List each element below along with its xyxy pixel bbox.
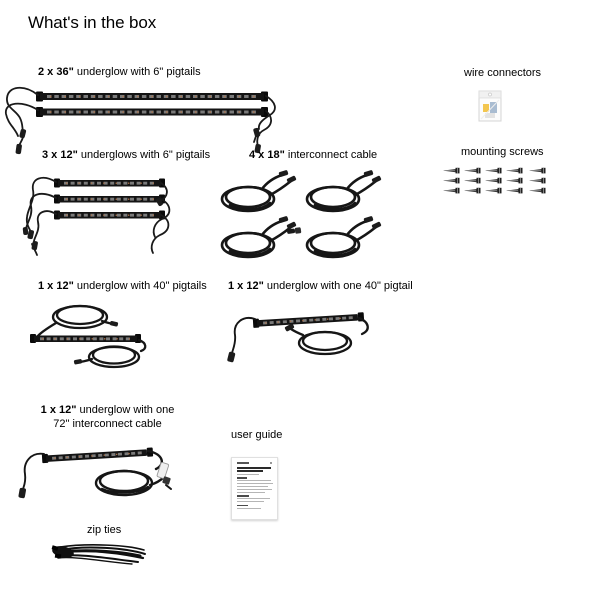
underglow-12-one-40-image xyxy=(225,293,380,373)
label-underglow-12-72-qty: 1 x 12" xyxy=(40,404,77,416)
led-strip-bars xyxy=(54,179,165,220)
wire-connectors-bag-image xyxy=(477,88,505,124)
cable-4 xyxy=(307,216,382,257)
label-underglow-12-one-40-desc: underglow with one 40" pigtail xyxy=(263,280,413,292)
cable-2 xyxy=(307,170,382,211)
label-underglow-12-72-line2: 72" interconnect cable xyxy=(53,418,162,430)
underglow-12-trio-image xyxy=(15,165,185,265)
label-underglow-12-72-desc1: underglow with one xyxy=(76,404,175,416)
led-strip-bar xyxy=(30,334,141,343)
mounting-screws-image xyxy=(443,166,555,198)
underglow-12-40-pigtails-image xyxy=(22,293,187,378)
led-strip-bar xyxy=(42,447,153,463)
led-strip-bar xyxy=(253,312,364,328)
cable-3 xyxy=(222,216,297,257)
label-underglow-12-one-40 xyxy=(228,279,413,293)
label-underglow-12-trio xyxy=(42,148,210,162)
label-wire-connectors: wire connectors xyxy=(464,67,542,79)
label-underglow-12-40-desc: underglow with 40" pigtails xyxy=(73,280,207,292)
short-pigtail xyxy=(232,318,255,353)
label-underglow-12-72-line1 xyxy=(10,403,205,417)
label-underglow-36 xyxy=(38,65,201,79)
label-underglow-12-40-qty: 1 x 12" xyxy=(38,280,74,292)
label-underglow-12-one-40-qty: 1 x 12" xyxy=(228,280,264,292)
label-underglow-36-desc: underglow with 6" pigtails xyxy=(73,66,201,78)
label-interconnect-18 xyxy=(249,148,377,162)
zip-ties-image xyxy=(48,537,153,571)
cable-1 xyxy=(222,170,297,211)
led-strip-bar xyxy=(36,92,268,118)
page-title: What's in the box xyxy=(28,13,157,32)
short-pigtail xyxy=(23,454,44,489)
user-guide-image xyxy=(231,457,278,520)
label-underglow-12-72 xyxy=(10,403,205,431)
coiled-pigtail-top xyxy=(37,306,115,337)
label-user-guide: user guide xyxy=(231,429,283,441)
interconnect-cable-image xyxy=(215,163,405,268)
underglow-12-72-image xyxy=(18,433,193,508)
label-underglow-12-trio-qty: 3 x 12" xyxy=(42,149,78,161)
coiled-pigtail-bottom xyxy=(78,340,145,367)
label-zip-ties: zip ties xyxy=(87,524,122,536)
label-interconnect-18-qty: 4 x 18" xyxy=(249,149,285,161)
label-interconnect-18-desc: interconnect cable xyxy=(284,149,378,161)
label-mounting-screws: mounting screws xyxy=(461,146,544,158)
label-underglow-36-qty: 2 x 36" xyxy=(38,66,74,78)
label-underglow-12-40-pigtails xyxy=(38,279,207,293)
pigtail-connectors xyxy=(23,197,164,250)
label-underglow-12-trio-desc: underglows with 6" pigtails xyxy=(77,149,211,161)
